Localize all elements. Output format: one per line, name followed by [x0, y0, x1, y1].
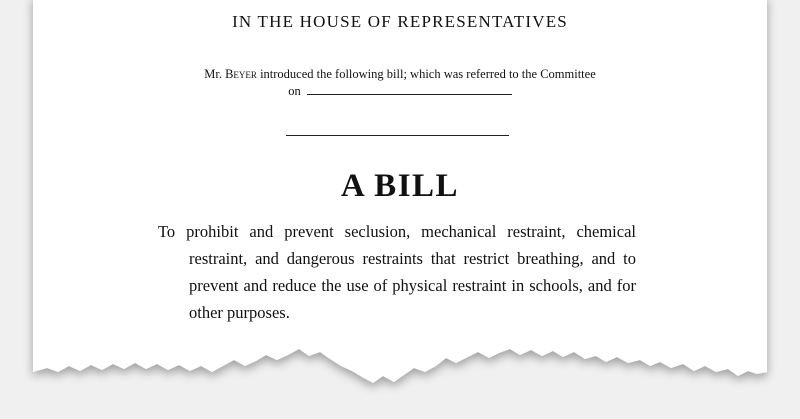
bill-purpose: To prohibit and prevent seclusion, mechanical restraint, chemical restraint, and dangerous restraints that restrict breathing, and to prevent and reduce the use of physical restraint in schools, and for other purposes.: [158, 222, 636, 322]
divider-rule: [286, 135, 509, 136]
bill-title: A BILL: [340, 168, 460, 204]
committee-blank-line: [307, 82, 512, 95]
chamber-heading: IN THE HOUSE OF REPRESENTATIVES: [232, 12, 568, 31]
committee-on-label: on: [288, 84, 301, 98]
sponsor-prefix: Mr.: [204, 67, 222, 81]
introduction-text: introduced the following bill; which was referred to the Committee: [260, 67, 596, 81]
sponsor-name: Beyer: [225, 67, 257, 81]
introduction-paragraph: [150, 66, 650, 99]
